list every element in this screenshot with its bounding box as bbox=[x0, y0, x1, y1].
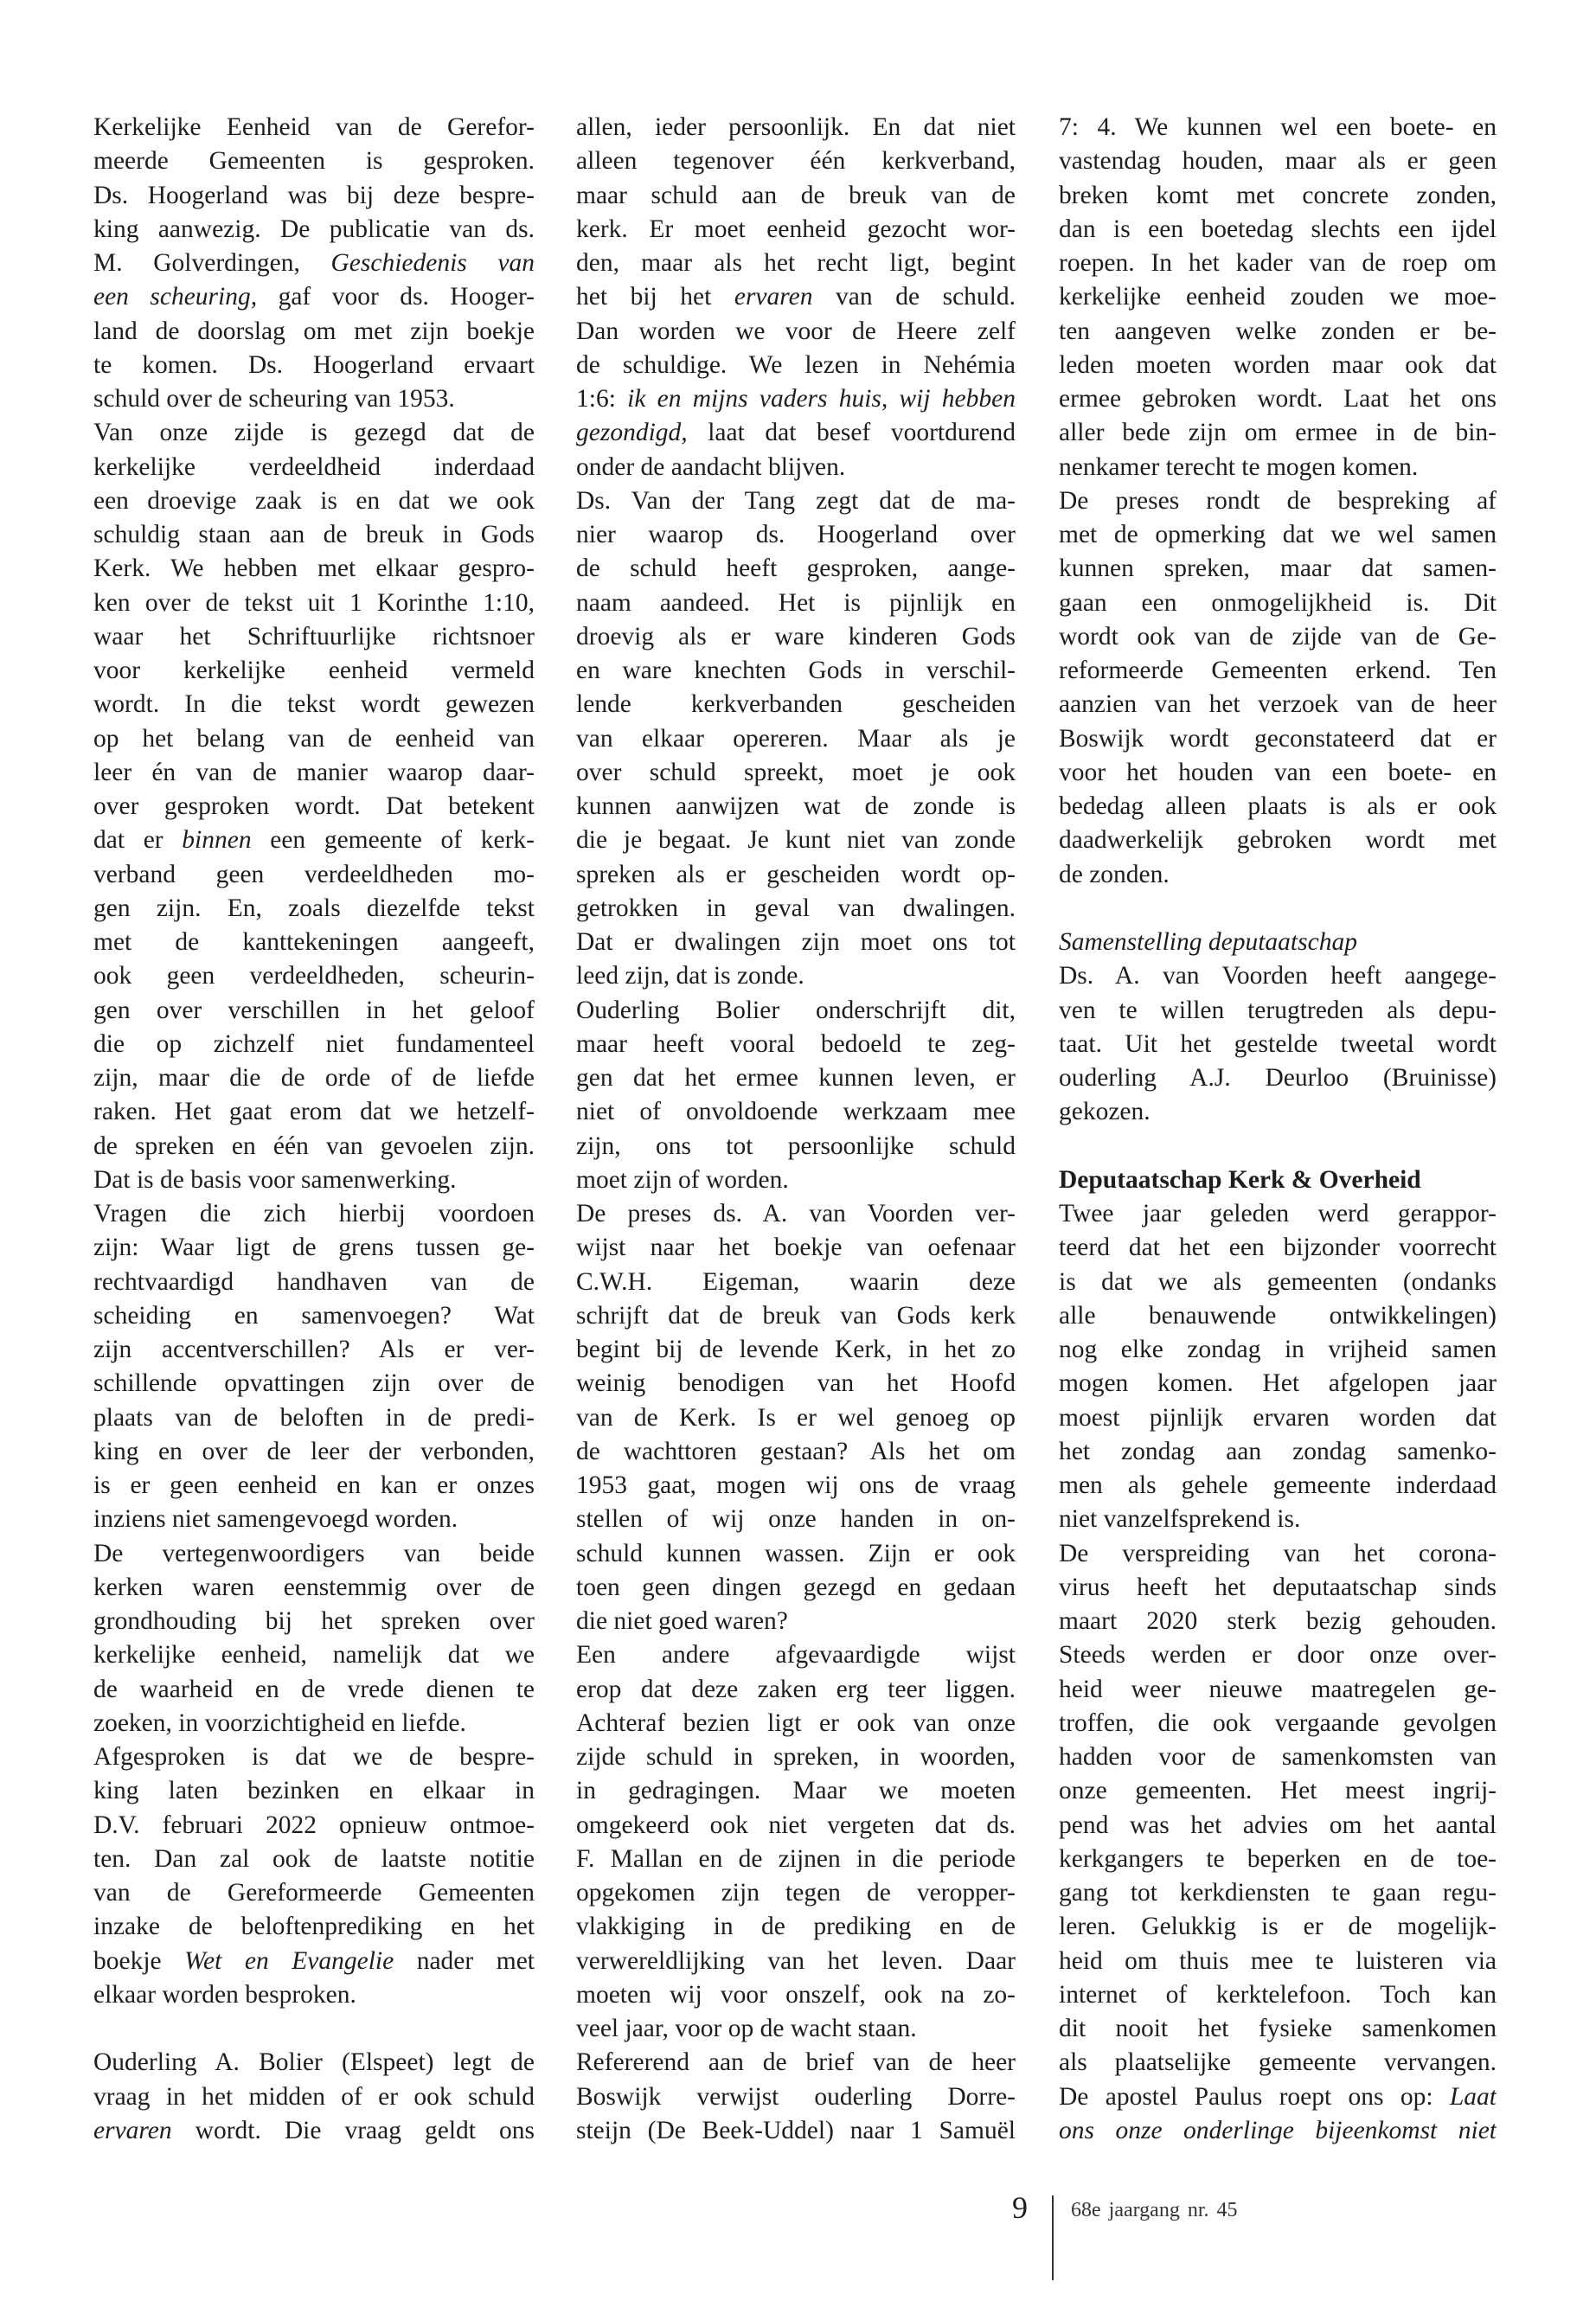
text-line: D.V. februari 2022 opnieuw ontmoe- bbox=[93, 1811, 535, 1839]
text-line: Afgesproken is dat we de bespre- bbox=[93, 1743, 535, 1771]
text-line: king en over de leer der verbonden, bbox=[93, 1437, 535, 1465]
text-line: nenkamer terecht te mogen komen. bbox=[1059, 452, 1419, 481]
text-segment: De apostel Paulus roept ons op: bbox=[1059, 2082, 1450, 2111]
text-line: verband geen verdeeldheden mo- bbox=[93, 860, 535, 888]
paragraph bbox=[576, 484, 1016, 994]
text-line: inziens niet samengevoegd worden. bbox=[93, 1505, 458, 1534]
text-segment: een gemeente of kerk- bbox=[251, 826, 535, 855]
text-line: in gedragingen. Maar we moeten bbox=[576, 1777, 1016, 1805]
text-line: 1953 gaat, mogen wij ons de vraag bbox=[576, 1471, 1016, 1499]
paragraph bbox=[1059, 959, 1497, 1129]
text-segment: gaf voor ds. Hooger- bbox=[257, 283, 535, 311]
text-line: ten. Dan zal ook de laatste notitie bbox=[93, 1844, 535, 1873]
italic-text: Geschiedenis van bbox=[330, 249, 535, 277]
text-line: op het belang van de eenheid van bbox=[93, 724, 535, 753]
italic-text: een scheuring, bbox=[93, 283, 258, 311]
text-line: Ds. Van der Tang zegt dat de ma- bbox=[576, 486, 1016, 515]
text-line: ouderling A.J. Deurloo (Bruinisse) bbox=[1059, 1064, 1497, 1092]
text-line: dit nooit het fysieke samenkomen bbox=[1059, 2015, 1497, 2042]
text-segment: laat dat besef voortdurend bbox=[687, 419, 1016, 447]
text-line: raken. Het gaat erom dat we hetzelf- bbox=[93, 1098, 535, 1126]
text-line: over schuld spreekt, moet je ook bbox=[576, 758, 1016, 786]
text-line: Boswijk verwijst ouderling Dorre- bbox=[576, 2082, 1016, 2111]
text-line: gekozen. bbox=[1059, 1098, 1151, 1126]
paragraph bbox=[576, 1197, 1016, 1638]
text-line: met de opmerking dat we wel samen bbox=[1059, 521, 1497, 548]
text-line: omgekeerd ook niet vergeten dat ds. bbox=[576, 1811, 1016, 1839]
text-line: Kerkelijke Eenheid van de Gerefor- bbox=[93, 113, 535, 141]
text-line bbox=[93, 2114, 535, 2148]
text-line: onze gemeenten. Het meest ingrij- bbox=[1059, 1777, 1497, 1805]
bold-heading-text: Deputaatschap Kerk & Overheid bbox=[1059, 1165, 1421, 1194]
text-line: Van onze zijde is gezegd dat de bbox=[93, 419, 535, 447]
text-line: te komen. Ds. Hoogerland ervaart bbox=[93, 350, 535, 379]
text-line: alle benauwende ontwikkelingen) bbox=[1059, 1301, 1497, 1330]
text-line: kerkelijke eenheid zouden we moe- bbox=[1059, 283, 1497, 311]
text-line: elkaar worden besproken. bbox=[93, 1980, 356, 2009]
text-line: moest pijnlijk ervaren worden dat bbox=[1059, 1403, 1497, 1432]
text-line: moet zijn of worden. bbox=[576, 1165, 789, 1194]
text-line: land de doorslag om met zijn boekje bbox=[93, 317, 535, 345]
text-line: de zonden. bbox=[1059, 860, 1170, 888]
text-line: ken over de tekst uit 1 Korinthe 1:10, bbox=[93, 588, 535, 617]
paragraph-spacer bbox=[1059, 1130, 1497, 1163]
text-line: breken komt met concrete zonden, bbox=[1059, 181, 1497, 209]
text-line: allen, ieder persoonlijk. En dat niet bbox=[576, 113, 1016, 141]
paragraph bbox=[1059, 484, 1497, 892]
text-segment: het bij het bbox=[576, 283, 734, 311]
text-line: king aanwezig. De publicatie van ds. bbox=[93, 215, 535, 243]
text-line: opgekomen zijn tegen de veropper- bbox=[576, 1879, 1016, 1907]
text-line: heid om thuis mee te luisteren via bbox=[1059, 1946, 1497, 1975]
text-line: steijn (De Beek-Uddel) naar 1 Samuël bbox=[576, 2116, 1016, 2144]
paragraph bbox=[576, 994, 1016, 1198]
text-line: Ouderling Bolier onderschrijft dit, bbox=[576, 996, 1016, 1024]
text-line: de schuldige. We lezen in Nehémia bbox=[576, 350, 1016, 379]
text-line: de waarheid en de vrede dienen te bbox=[93, 1675, 535, 1703]
text-line: kerkgangers te beperken en de toe- bbox=[1059, 1844, 1497, 1873]
text-line: reformeerde Gemeenten erkend. Ten bbox=[1059, 657, 1497, 684]
text-line: heid weer nieuwe maatregelen ge- bbox=[1059, 1675, 1497, 1703]
text-line: den, maar als het recht ligt, begint bbox=[576, 249, 1016, 277]
text-line: aanzien van het verzoek van de heer bbox=[1059, 690, 1497, 719]
text-segment: dat er bbox=[93, 826, 183, 855]
text-line: wijst naar het boekje van oefenaar bbox=[576, 1234, 1016, 1262]
text-segment: van de schuld. bbox=[812, 283, 1016, 311]
text-line bbox=[1059, 2114, 1497, 2148]
text-line: rechtvaardigd handhaven van de bbox=[93, 1267, 535, 1296]
text-line: troffen, die ook vergaande gevolgen bbox=[1059, 1708, 1497, 1737]
text-line: bededag alleen plaats is als er ook bbox=[1059, 792, 1497, 820]
text-line: over gesproken wordt. Dat betekent bbox=[93, 792, 535, 820]
text-line: roepen. In het kader van de roep om bbox=[1059, 249, 1497, 277]
text-line: droevig als er ware kinderen Gods bbox=[576, 622, 1016, 651]
issue-label: 68e jaargang nr. 45 bbox=[1071, 2199, 1238, 2221]
text-line: F. Mallan en de zijnen in die periode bbox=[576, 1844, 1016, 1873]
text-line: is er geen eenheid en kan er onzes bbox=[93, 1471, 535, 1499]
text-line: de schuld heeft gesproken, aange- bbox=[576, 554, 1016, 583]
text-line: hadden voor de samenkomsten van bbox=[1059, 1743, 1497, 1771]
text-line bbox=[1059, 1163, 1497, 1197]
text-segment: nader met bbox=[394, 1946, 535, 1975]
text-column-1 bbox=[93, 111, 535, 2148]
paragraph bbox=[93, 416, 535, 1197]
text-line bbox=[93, 824, 535, 857]
text-line: lende kerkverbanden gescheiden bbox=[576, 690, 1016, 719]
text-line: zoeken, in voorzichtigheid en liefde. bbox=[93, 1708, 466, 1737]
italic-text: binnen bbox=[182, 826, 252, 855]
text-line: die niet goed waren? bbox=[576, 1607, 788, 1635]
text-line: gang tot kerkdiensten te gaan regu- bbox=[1059, 1879, 1497, 1907]
text-line: inzake de beloftenprediking en het bbox=[93, 1913, 535, 1941]
text-line: ook geen verdeeldheden, scheurin- bbox=[93, 962, 535, 990]
paragraph bbox=[93, 1740, 535, 2012]
text-line: zijn, maar die de orde of de liefde bbox=[93, 1064, 535, 1092]
text-line bbox=[576, 416, 1016, 450]
text-line: van elkaar opereren. Maar als je bbox=[576, 724, 1016, 753]
text-line: mogen komen. Het afgelopen jaar bbox=[1059, 1369, 1497, 1398]
text-line: ermee gebroken wordt. Laat het ons bbox=[1059, 385, 1497, 413]
text-line: maar schuld aan de breuk van de bbox=[576, 181, 1016, 209]
text-line: king laten bezinken en elkaar in bbox=[93, 1777, 535, 1805]
text-line: van de Kerk. Is er wel genoeg op bbox=[576, 1403, 1016, 1432]
text-line: schuld kunnen wassen. Zijn er ook bbox=[576, 1539, 1016, 1567]
text-line: toen geen dingen gezegd en gedaan bbox=[576, 1573, 1016, 1601]
paragraph bbox=[576, 1638, 1016, 2046]
text-line: 7: 4. We kunnen wel een boete- en bbox=[1059, 113, 1497, 141]
text-line: getrokken in geval van dwalingen. bbox=[576, 894, 1016, 922]
text-line: kerken waren eenstemmig over de bbox=[93, 1573, 535, 1601]
text-line: internet of kerktelefoon. Toch kan bbox=[1059, 1980, 1497, 2009]
text-line: de spreken en één van gevoelen zijn. bbox=[93, 1131, 535, 1160]
text-line: kunnen spreken, maar dat samen- bbox=[1059, 554, 1497, 583]
text-line: die op zichzelf niet fundamenteel bbox=[93, 1029, 535, 1058]
paragraph-spacer bbox=[93, 2012, 535, 2046]
text-line: scheiding en samenvoegen? Wat bbox=[93, 1301, 535, 1330]
text-line: naam aandeed. Het is pijnlijk en bbox=[576, 588, 1016, 617]
text-line: schrijft dat de breuk van Gods kerk bbox=[576, 1301, 1016, 1330]
italic-text: Samenstelling deputaatschap bbox=[1059, 928, 1357, 956]
text-line: gen over verschillen in het geloof bbox=[93, 996, 535, 1024]
text-line: nier waarop ds. Hoogerland over bbox=[576, 521, 1016, 548]
text-line bbox=[1059, 2080, 1497, 2114]
text-line: C.W.H. Eigeman, waarin deze bbox=[576, 1267, 1016, 1296]
text-line: maart 2020 sterk bezig gehouden. bbox=[1059, 1607, 1497, 1635]
paragraph bbox=[93, 1537, 535, 1741]
text-segment: M. Golverdingen, bbox=[93, 249, 331, 277]
text-line: ven te willen terugtreden als depu- bbox=[1059, 996, 1497, 1024]
text-line: kunnen aanwijzen wat de zonde is bbox=[576, 792, 1016, 820]
text-line: niet vanzelfsprekend is. bbox=[1059, 1505, 1301, 1534]
text-line bbox=[576, 280, 1016, 314]
text-line: kerkelijke verdeeldheid inderdaad bbox=[93, 452, 535, 481]
italic-text: ik en mijns vaders huis, wij hebben bbox=[627, 385, 1016, 413]
text-line: schuldig staan aan de breuk in Gods bbox=[93, 521, 535, 548]
text-line: alleen tegenover één kerkverband, bbox=[576, 147, 1016, 176]
italic-text: gezondigd, bbox=[576, 419, 688, 447]
text-line: ten aangeven welke zonden er be- bbox=[1059, 317, 1497, 345]
text-line: van de Gereformeerde Gemeenten bbox=[93, 1879, 535, 1907]
text-line: die je begaat. Je kunt niet van zonde bbox=[576, 826, 1016, 855]
text-line: meerde Gemeenten is gesproken. bbox=[93, 147, 535, 176]
text-line: Dat is de basis voor samenwerking. bbox=[93, 1165, 457, 1194]
text-line: Ouderling A. Bolier (Elspeet) legt de bbox=[93, 2048, 535, 2077]
italic-text: ervaren bbox=[93, 2116, 172, 2144]
text-line bbox=[93, 280, 535, 314]
text-line bbox=[93, 247, 535, 280]
text-line: weinig benodigen van het Hoofd bbox=[576, 1369, 1016, 1398]
text-segment: wordt. Die vraag geldt ons bbox=[171, 2116, 535, 2144]
text-line: Ds. Hoogerland was bij deze bespre- bbox=[93, 181, 535, 209]
paragraph bbox=[93, 2046, 535, 2148]
text-line bbox=[1059, 926, 1497, 959]
text-line: verwereldlijking van het leven. Daar bbox=[576, 1946, 1016, 1975]
text-line bbox=[576, 382, 1016, 416]
text-line: niet of onvoldoende werkzaam mee bbox=[576, 1098, 1016, 1126]
text-line: daadwerkelijk gebroken wordt met bbox=[1059, 826, 1497, 855]
text-line: Kerk. We hebben met elkaar gespro- bbox=[93, 554, 535, 583]
text-line: taat. Uit het gestelde tweetal wordt bbox=[1059, 1029, 1497, 1058]
text-line: Vragen die zich hierbij voordoen bbox=[93, 1200, 535, 1227]
text-line: is dat we als gemeenten (ondanks bbox=[1059, 1267, 1497, 1296]
text-line: onder de aandacht blijven. bbox=[576, 452, 846, 481]
text-line: een droevige zaak is en dat we ook bbox=[93, 486, 535, 515]
text-line: voor het houden van een boete- en bbox=[1059, 758, 1497, 786]
text-line: leden moeten worden maar ook dat bbox=[1059, 350, 1497, 379]
text-line bbox=[93, 1945, 535, 1978]
text-column-2 bbox=[576, 111, 1016, 2148]
text-line: kerk. Er moet eenheid gezocht wor- bbox=[576, 215, 1016, 243]
paragraph bbox=[576, 2046, 1016, 2148]
text-line: leed zijn, dat is zonde. bbox=[576, 962, 804, 990]
footer-divider bbox=[1052, 2195, 1054, 2280]
text-line: Steeds werden er door onze over- bbox=[1059, 1641, 1497, 1670]
text-line: Twee jaar geleden werd gerappor- bbox=[1059, 1200, 1497, 1227]
text-line: leer én van de manier waarop daar- bbox=[93, 758, 535, 786]
text-line: Boswijk wordt geconstateerd dat er bbox=[1059, 724, 1497, 753]
text-line: grondhouding bij het spreken over bbox=[93, 1607, 535, 1635]
page-number: 9 bbox=[1012, 2190, 1028, 2225]
text-line: voor kerkelijke eenheid vermeld bbox=[93, 657, 535, 684]
text-line: virus heeft het deputaatschap sinds bbox=[1059, 1573, 1497, 1601]
text-segment: boekje bbox=[93, 1946, 185, 1975]
text-line: stellen of wij onze handen in on- bbox=[576, 1505, 1016, 1534]
text-line: als plaatselijke gemeente vervangen. bbox=[1059, 2048, 1497, 2077]
paragraph bbox=[576, 111, 1016, 484]
text-segment: 1:6: bbox=[576, 385, 628, 413]
text-line: De vertegenwoordigers van beide bbox=[93, 1539, 535, 1567]
text-column-3 bbox=[1059, 111, 1497, 2148]
text-line: zijn: Waar ligt de grens tussen ge- bbox=[93, 1234, 535, 1262]
text-line: moeten wij voor onszelf, ook na zo- bbox=[576, 1980, 1016, 2009]
italic-text: Laat bbox=[1449, 2082, 1497, 2111]
text-line: erop dat deze zaken erg teer liggen. bbox=[576, 1675, 1016, 1703]
text-line: Een andere afgevaardigde wijst bbox=[576, 1641, 1016, 1670]
paragraph bbox=[1059, 1537, 1497, 2149]
text-line: wordt ook van de zijde van de Ge- bbox=[1059, 622, 1497, 651]
text-line: dan is een boetedag slechts een ijdel bbox=[1059, 215, 1497, 243]
text-line: zijn accentverschillen? Als er ver- bbox=[93, 1336, 535, 1363]
text-line: gen zijn. En, zoals diezelfde tekst bbox=[93, 894, 535, 922]
section-heading bbox=[1059, 1163, 1497, 1197]
text-line: Achteraf bezien ligt er ook van onze bbox=[576, 1708, 1016, 1737]
text-line: leren. Gelukkig is er de mogelijk- bbox=[1059, 1913, 1497, 1941]
text-line: wordt. In die tekst wordt gewezen bbox=[93, 690, 535, 719]
text-line: Refererend aan de brief van de heer bbox=[576, 2048, 1016, 2077]
text-line: waar het Schriftuurlijke richtsnoer bbox=[93, 622, 535, 651]
text-line: gen dat het ermee kunnen leven, er bbox=[576, 1064, 1016, 1092]
text-line: zijn, ons tot persoonlijke schuld bbox=[576, 1131, 1016, 1160]
text-line: en ware knechten Gods in verschil- bbox=[576, 657, 1016, 684]
text-line: begint bij de levende Kerk, in het zo bbox=[576, 1336, 1016, 1363]
text-line: De preses rondt de bespreking af bbox=[1059, 486, 1497, 515]
text-line: pend was het advies om het aantal bbox=[1059, 1811, 1497, 1839]
text-line: vastendag houden, maar als er geen bbox=[1059, 147, 1497, 176]
paragraph-spacer bbox=[1059, 892, 1497, 926]
paragraph bbox=[93, 111, 535, 416]
text-line: nog elke zondag in vrijheid samen bbox=[1059, 1336, 1497, 1363]
text-line: De preses ds. A. van Voorden ver- bbox=[576, 1200, 1016, 1227]
paragraph bbox=[1059, 111, 1497, 484]
text-line: vraag in het midden of er ook schuld bbox=[93, 2082, 535, 2111]
italic-text: ervaren bbox=[734, 283, 813, 311]
text-line: plaats van de beloften in de predi- bbox=[93, 1403, 535, 1432]
text-line: kerkelijke eenheid, namelijk dat we bbox=[93, 1641, 535, 1670]
text-line: schillende opvattingen zijn over de bbox=[93, 1369, 535, 1398]
text-line: Dan worden we voor de Heere zelf bbox=[576, 317, 1016, 345]
text-line: schuld over de scheuring van 1953. bbox=[93, 385, 455, 413]
text-line: spreken als er gescheiden wordt op- bbox=[576, 860, 1016, 888]
text-line: vlakkiging in de prediking en de bbox=[576, 1913, 1016, 1941]
text-line: zijde schuld in spreken, in woorden, bbox=[576, 1743, 1016, 1771]
text-line: Ds. A. van Voorden heeft aangege- bbox=[1059, 962, 1497, 990]
text-line: Dat er dwalingen zijn moet ons tot bbox=[576, 928, 1016, 956]
italic-text: Wet en Evangelie bbox=[184, 1946, 394, 1975]
text-line: het zondag aan zondag samenko- bbox=[1059, 1437, 1497, 1465]
paragraph bbox=[93, 1197, 535, 1537]
text-line: met de kanttekeningen aangeeft, bbox=[93, 928, 535, 956]
text-line: maar heeft vooral bedoeld te zeg- bbox=[576, 1029, 1016, 1058]
text-line: de wachttoren gestaan? Als het om bbox=[576, 1437, 1016, 1465]
text-line: aller bede zijn om ermee in de bin- bbox=[1059, 419, 1497, 447]
text-line: men als gehele gemeente inderdaad bbox=[1059, 1471, 1497, 1499]
paragraph bbox=[1059, 1197, 1497, 1537]
text-line: teerd dat het een bijzonder voorrecht bbox=[1059, 1234, 1497, 1262]
italic-text: ons onze onderlinge bijeenkomst niet bbox=[1059, 2116, 1497, 2144]
text-line: veel jaar, voor op de wacht staan. bbox=[576, 2015, 917, 2042]
text-line: De verspreiding van het corona- bbox=[1059, 1539, 1497, 1567]
section-heading bbox=[1059, 926, 1497, 959]
text-line: gaan een onmogelijkheid is. Dit bbox=[1059, 588, 1497, 617]
